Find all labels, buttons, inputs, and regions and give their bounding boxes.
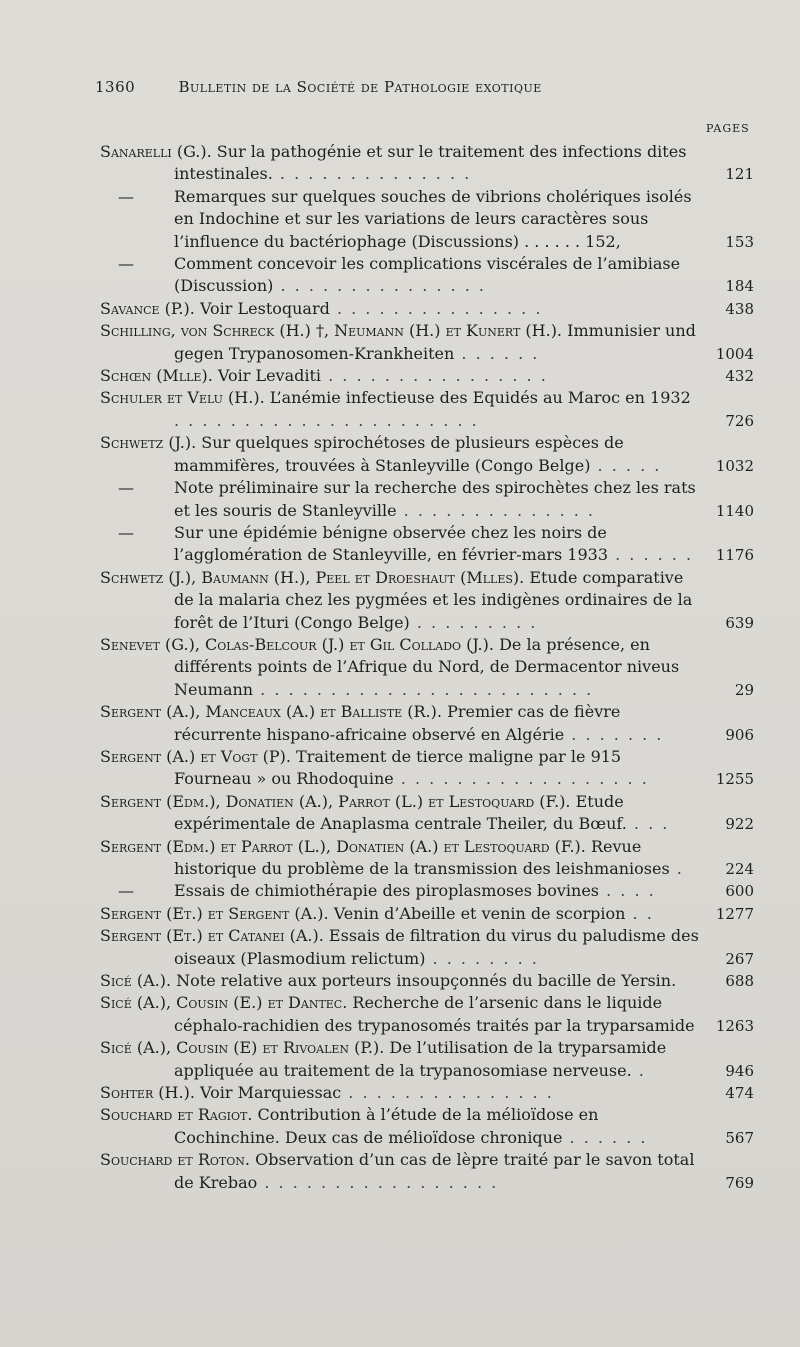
entry-body [100,903,700,925]
entry-author: Souchard et Roton. [100,1150,250,1170]
entry-body [100,365,700,387]
entry-title: Comment concevoir les complications viscérales de l’amibiase (Discussion) [174,254,681,296]
entry-title: Essais de chimiothérapie des piroplasmoses bovines [174,881,600,901]
entry-page-number: 1277 [715,904,754,923]
entry-author: Schœn (Mlle). [100,366,213,386]
entry-page-number: 267 [725,949,754,968]
entry-body [100,253,700,298]
entry-page-number: 224 [725,860,754,878]
leader-dots: . . . . . . [562,1127,648,1147]
entry-page-number: 153 [725,232,754,251]
journal-title: Bulletin de la Société de Pathologie exotique [178,78,542,96]
running-head [95,78,655,96]
entry-page-number: 769 [725,1173,754,1192]
entry-page-number: 474 [725,1084,754,1103]
leader-dots: . . . . . . . . . . . . . . [396,500,595,520]
entry-body [100,522,700,567]
index-entry [100,1104,754,1149]
ditto-dash: — [118,522,134,542]
entry-page-number: 922 [725,815,754,834]
entry-author: Schwetz (J.). [100,433,197,453]
entry-title: Essais de filtration du virus du paludisme des oiseaux (Plasmodium relictum) [174,926,699,968]
entry-page-number: 1176 [715,546,754,565]
entry-author: Souchard et Ragiot. [100,1105,253,1125]
entry-author: Senevet (G.), Colas-Belcour (J.) et Gil Collado (J.). [100,634,494,654]
entry-title: Contribution à l’étude de la mélioïdose en Cochinchine. Deux cas de mélioïdose chronique [174,1105,599,1147]
entry-body [100,141,700,186]
index-entry [100,992,754,1037]
entry-title: Sur la pathogénie et sur le traitement des infections dites intestinales. [174,142,687,184]
entry-author: Schuler et Velu (H.). [100,388,265,408]
entry-author: Sergent (Edm.) et Parrot (L.), Donatien (A.) et Lestoquard (F.). [100,836,586,856]
index-entry [100,970,754,992]
leader-dots: . . . . . . . . . . . . . . [272,164,472,184]
entry-body [100,791,700,836]
entry-author: Sicé (A.), Cousin (E.) et Dantec. [100,993,348,1013]
pages-column-label: PAGES [706,122,750,135]
index-entry [100,634,754,701]
leader-dots: . [631,1060,646,1080]
entry-author: Sergent (Et.) et Sergent (A.). [100,903,329,923]
index-entry [100,836,754,881]
entry-title: Observation d’un cas de lèpre traité par le savon total de Krebao [174,1150,695,1192]
index-entry [100,298,754,320]
index-entry [100,746,754,791]
entry-title: Note préliminaire sur la recherche des spirochètes chez les rats et les souris de Stanleyville [174,478,696,520]
entry-title: De la présence, en différents points de l’Afrique du Nord, de Dermacentor niveus Neumann [174,634,680,699]
index-entry [100,320,754,365]
entry-title: Revue historique du problème de la transmission des leishmanioses [174,836,670,878]
leader-dots: . . . . . . . . . . . . . . . [329,298,543,318]
entry-page-number: 688 [725,972,754,991]
entry-author: Sohter (H.). [100,1083,195,1103]
leader-dots: . . . . . [590,455,662,475]
entry-title: Note relative aux porteurs insoupçonnés du bacille de Yersin. [176,971,677,991]
entry-page-number: 906 [725,725,754,744]
entry-title: Sur une épidémie bénigne observée chez les noirs de l’agglomération de Stanleyville, en février-mars 1933 [174,522,609,565]
entry-title: Premier cas de fièvre récurrente hispano-africaine observé en Algérie [174,702,621,744]
leader-dots: . . . . . . . . . . . . . . . . . . . . . . [174,410,479,430]
index-entry [100,903,754,925]
leader-dots: . . . . . . [608,545,694,565]
leader-dots: . . . . [599,881,656,901]
index-entries [100,141,754,1194]
leader-dots: . . . . . . . . . . . . . . . [341,1083,554,1103]
entry-body [100,746,700,791]
entry-body [100,1037,700,1082]
index-entry [100,880,754,902]
entry-body [100,567,700,634]
entry-title: Voir Marquiessac [200,1083,342,1103]
entry-body [100,1104,700,1149]
entry-author: Sergent (A.), Manceaux (A.) et Balliste (R.). [100,702,442,722]
leader-dots: . [669,859,684,878]
entry-author: Sergent (A.) et Vogt (P). [100,746,291,766]
entry-body [100,970,700,992]
entry-body [100,880,700,902]
index-entry [100,567,754,634]
entry-author: Savance (P.). [100,298,195,318]
entry-title: Venin d’Abeille et venin de scorpion [333,903,626,923]
index-entry [100,141,754,186]
entry-page-number: 29 [734,680,754,699]
entry-page-number: 567 [725,1128,754,1147]
entry-page-number: 946 [725,1061,754,1080]
index-entry [100,1082,754,1104]
entry-title: Sur quelques spirochétoses de plusieurs espèces de mammifères, trouvées à Stanleyville (Congo Belge) [174,433,624,475]
entry-title: Immunisier und gegen Trypanosomen-Krankheiten [174,321,696,363]
leader-dots: . . [625,903,654,923]
entry-author: Sicé (A.), Cousin (E) et Rivoalen (P.). [100,1038,385,1058]
leader-dots: . . . . . . . . . . . . . . . . . . [393,769,649,789]
leader-dots: . . . . . . . . . [409,612,538,632]
index-entry [100,791,754,836]
leader-dots: . . . . . . . . . . . . . . . . [321,366,548,386]
entry-title: De l’utilisation de la tryparsamide appliquée au traitement de la trypanosomiase nerveuse. [174,1038,667,1080]
index-entry [100,522,754,567]
leader-dots: . . . . . . . . . . . . . . . . . [257,1172,499,1192]
leader-dots: . . . [626,814,670,834]
index-entry [100,1149,754,1194]
entry-author: Sicé (A.). [100,971,172,991]
entry-title: Etude comparative de la malaria chez les pygmées et les indigènes ordinaires de la forêt de l’Ituri (Congo Belge) [174,567,693,632]
index-entry [100,1037,754,1082]
entry-author: Sanarelli (G.). [100,142,212,161]
entry-title: L’anémie infectieuse des Equidés au Maroc en 1932 [269,388,691,408]
entry-body [100,1082,700,1104]
entry-page-number: 432 [725,367,754,386]
index-entry [100,701,754,746]
entry-page-number: 121 [725,165,754,184]
entry-body [100,992,700,1037]
entry-body [100,1149,700,1194]
ditto-dash: — [118,881,134,901]
leader-dots: . . . . . . . [564,724,664,744]
entry-body [100,925,700,970]
index-entry [100,186,754,253]
entry-page-number: 184 [725,277,754,296]
entry-title: Etude expérimentale de Anaplasma centrale Theiler, du Bœuf. [174,791,627,834]
entry-title: Traitement de tierce maligne par le 915 Fourneau » ou Rhodoquine [174,746,622,789]
index-entry [100,387,754,432]
entry-title: Voir Lestoquard [199,298,330,318]
entry-page-number: 1255 [715,770,754,789]
entry-body [100,298,700,320]
leader-dots: . . . . . . . . . . . . . . . [273,276,486,296]
index-entry [100,925,754,970]
entry-author: Schwetz (J.), Baumann (H.), Peel et Droeshaut (Mlles). [100,567,525,587]
entry-page-number: 1004 [715,344,754,363]
entry-author: Sergent (Et.) et Catanei (A.). [100,926,324,946]
entry-title: Remarques sur quelques souches de vibrions cholériques isolés en Indochine et sur les variations de leurs caractères sous l’influence du bactériophage (Discussions) . . . . . . 152, [174,186,692,251]
entry-page-number: 639 [725,613,754,632]
entry-title: Recherche de l’arsenic dans le liquide céphalo-rachidien des trypanosomés traités par la tryparsamide [174,993,695,1035]
index-entry [100,253,754,298]
index-entry [100,477,754,522]
ditto-dash: — [118,186,134,206]
ditto-dash: — [118,254,134,274]
entry-page-number: 1263 [715,1016,754,1035]
index-entry [100,365,754,387]
entry-page-number: 726 [725,411,754,430]
entry-body [100,701,700,746]
entry-page-number: 438 [725,299,754,318]
index-entry [100,432,754,477]
entry-author: Sergent (Edm.), Donatien (A.), Parrot (L.) et Lestoquard (F.). [100,791,571,811]
leader-dots: . . . . . . . . . . . . . . . . . . . . . . . . [253,679,594,699]
entry-page-number: 1032 [715,456,754,475]
entry-body [100,186,700,253]
page-number: 1360 [95,78,136,96]
ditto-dash: — [118,478,134,498]
entry-body [100,634,700,701]
entry-body [100,387,700,432]
leader-dots: . . . . . . . . [425,948,539,968]
entry-title: Voir Levaditi [217,366,322,386]
entry-body [100,477,700,522]
entry-page-number: 600 [725,882,754,901]
entry-page-number: 1140 [715,501,754,520]
entry-body [100,836,700,881]
entry-author: Schilling, von Schreck (H.) †, Neumann (H.) et Kunert (H.). [100,321,563,341]
entry-body [100,320,700,365]
leader-dots: . . . . . . [454,343,540,363]
entry-body [100,432,700,477]
